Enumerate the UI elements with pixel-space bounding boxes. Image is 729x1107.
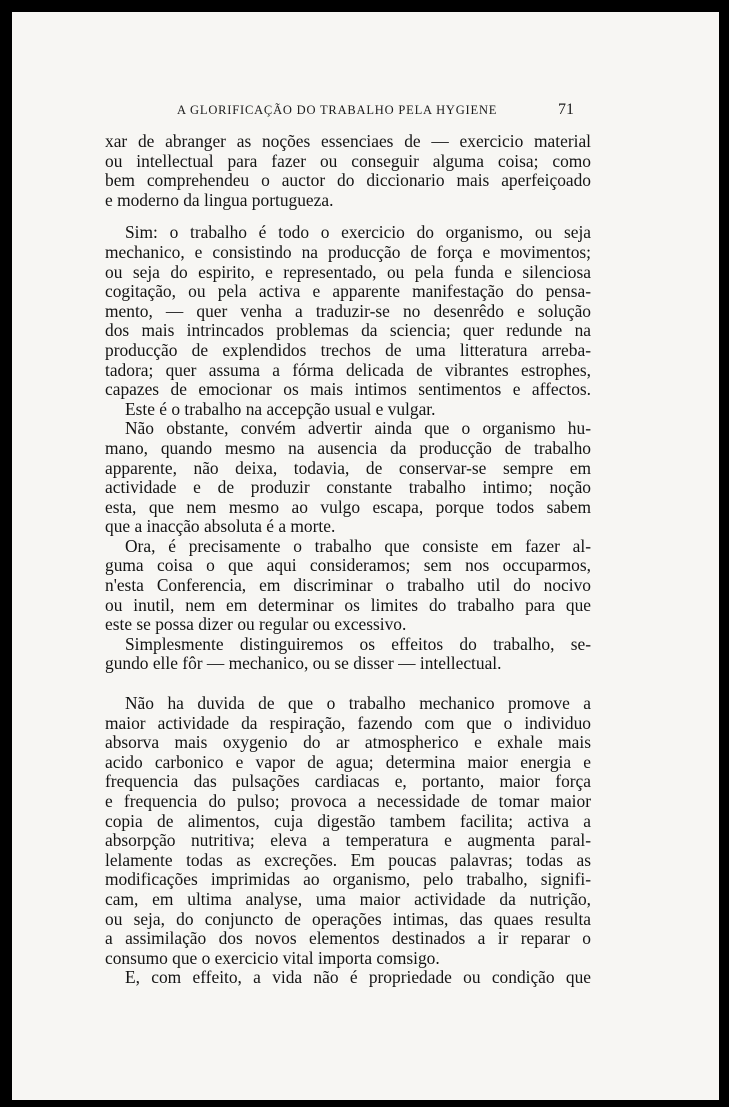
text-line: modificações imprimidas ao organismo, pelo trabalho, signifi- [105,870,591,890]
text-line: E, com effeito, a vida não é propriedade ou condição que [125,968,591,988]
text-line: ou intellectual para fazer ou conseguir alguma coisa; como [105,151,591,171]
text-line: copia de alimentos, cuja digestão tambem facilita; activa a [105,811,591,831]
running-title: A GLORIFICAÇÃO DO TRABALHO PELA HYGIENE [177,103,498,117]
text-line: e moderno da lingua portugueza. [105,189,334,210]
text-line: este se possa dizer ou regular ou excessivo. [105,614,407,635]
paragraph [105,537,591,635]
text-line: consumo que o exercicio vital importa comsigo. [105,947,440,968]
paragraph [105,419,591,537]
text-line: absorva mais oxygenio do ar atmospherico e exhale mais [105,733,591,753]
text-line: Este é o trabalho na accepção usual e vulgar. [125,398,436,419]
text-line: e frequencia do pulso; provoca a necessidade de tomar maior [105,792,591,811]
text-line: xar de abranger as noções essenciaes de — exercicio material [105,132,591,151]
page-number: 71 [558,101,574,118]
text-line: absorpção nutritiva; eleva a temperatura e augmenta paral- [105,831,591,851]
text-line: esta, que nem mesmo ao vulgo escapa, porque todos sabem [105,497,591,517]
text-line: Não ha duvida de que o trabalho mechanico promove a [125,694,591,714]
text-line: capazes de emocionar os mais intimos sentimentos e affectos. [105,380,591,400]
text-line: Não obstante, convém advertir ainda que o organismo hu- [125,419,591,439]
text-line: mento, — quer venha a traduzir-se no desenrêdo e solução [105,301,591,321]
page-header [12,101,719,123]
text-line: lelamente todas as excreções. Em poucas palavras; todas as [105,850,591,870]
text-line: frequencia das pulsações cardiacas e, portanto, maior força [105,772,591,792]
paragraph [105,132,591,210]
paragraph [105,968,591,988]
body-text [105,132,591,988]
text-line: Sim: o trabalho é todo o exercicio do organismo, ou seja [125,223,591,243]
text-line: guma coisa o que aqui consideramos; sem nos occuparmos, [105,556,591,576]
book-page [12,12,719,1100]
text-line: Simplesmente distinguiremos os effeitos do trabalho, se- [125,634,591,654]
text-line: gundo elle fôr — mechanico, ou se disser — intellectual. [105,653,502,674]
text-line: acido carbonico e vapor de agua; determina maior energia e [105,752,591,772]
text-line: mechanico, e consistindo na producção de força e movimentos; [105,242,591,262]
text-line: ou seja do espirito, e representado, ou pela funda e silenciosa [105,262,591,282]
text-line: actividade e de produzir constante trabalho intimo; noção [105,478,591,498]
text-line: tadora; quer assuma a fórma delicada de vibrantes estrophes, [105,360,591,380]
paragraph [105,223,591,399]
text-line: ou seja, do conjuncto de operações intimas, das quaes resulta [105,909,591,929]
text-line: cam, em ultima analyse, uma maior actividade da nutrição, [105,889,591,909]
text-line: producção de explendidos trechos de uma litteratura arreba- [105,340,591,360]
text-line: que a inacção absoluta é a morte. [105,516,336,537]
paragraph [105,400,591,420]
text-line: cogitação, ou pela activa e apparente manifestação do pensa- [105,282,591,302]
text-line: dos mais intrincados problemas da sciencia; quer redunde na [105,321,591,341]
paragraph [105,694,591,968]
text-line: ou inutil, nem em determinar os limites do trabalho para que [105,595,591,615]
text-line: maior actividade da respiração, fazendo com que o individuo [105,713,591,733]
text-line: apparente, não deixa, todavia, de conservar-se sempre em [105,458,591,478]
text-line: bem comprehendeu o auctor do diccionario mais aperfeiçoado [105,171,591,191]
text-line: a assimilação dos novos elementos destinados a ir reparar o [105,929,591,949]
paragraph [105,635,591,674]
text-line: mano, quando mesmo na ausencia da producção de trabalho [105,438,591,458]
text-line: Ora, é precisamente o trabalho que consiste em fazer al- [125,536,591,556]
text-line: n'esta Conferencia, em discriminar o trabalho util do nocivo [105,576,591,596]
